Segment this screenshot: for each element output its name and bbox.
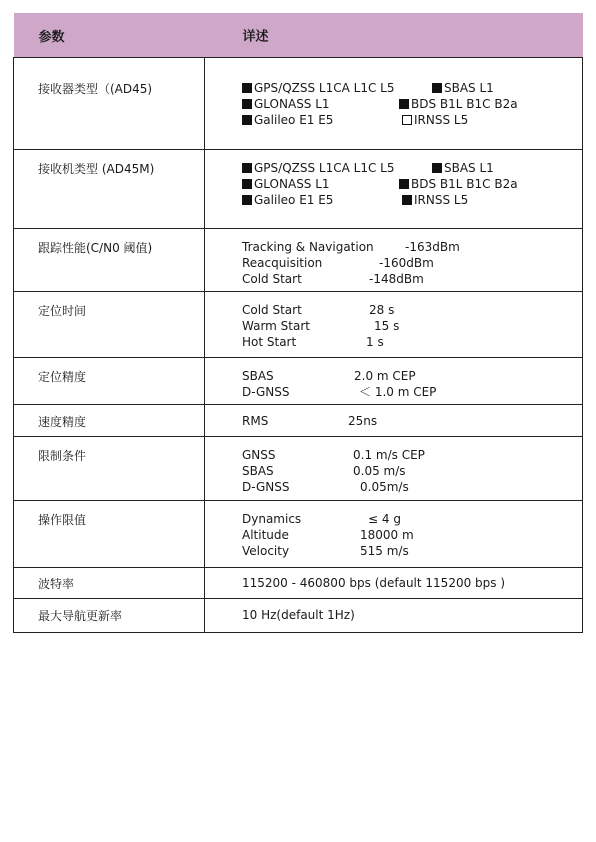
- table-header: [14, 13, 583, 58]
- checked-box-icon: [432, 163, 442, 173]
- param-name: Tracking & Navigation: [242, 240, 374, 254]
- param-value: 0.05 m/s: [353, 464, 406, 478]
- gnss-glonass: GLONASS L1: [254, 177, 330, 191]
- param-line: [242, 318, 582, 334]
- row-receiver-type: [14, 58, 583, 150]
- gnss-bds: BDS B1L B1C B2a: [411, 177, 518, 191]
- param-name: D-GNSS: [242, 480, 290, 494]
- label-velocity-accuracy: 速度精度: [14, 405, 205, 437]
- checked-box-icon: [402, 195, 412, 205]
- row-nav-rate: [14, 599, 583, 633]
- param-line: [242, 384, 582, 400]
- param-line: [242, 527, 582, 543]
- checked-box-icon: [242, 115, 252, 125]
- param-value: 25ns: [348, 414, 378, 428]
- param-name: SBAS: [242, 464, 274, 478]
- unchecked-box-icon: [402, 115, 412, 125]
- param-line: [242, 543, 582, 559]
- param-line: [242, 479, 582, 495]
- param-name: Altitude: [242, 528, 289, 542]
- checked-box-icon: [242, 195, 252, 205]
- param-name: Cold Start: [242, 303, 302, 317]
- label-baud-rate: 波特率: [14, 568, 205, 599]
- checked-box-icon: [399, 179, 409, 189]
- param-value: -148dBm: [369, 272, 424, 286]
- row-baud-rate: [14, 568, 583, 599]
- nav-rate-value: 10 Hz(default 1Hz): [242, 608, 355, 622]
- gnss-line: [242, 96, 582, 112]
- param-value: 1 s: [366, 335, 384, 349]
- row-accuracy: [14, 358, 583, 405]
- param-value: 0.05m/s: [360, 480, 409, 494]
- label-machine-type: 接收机类型 (AD45M): [14, 150, 205, 229]
- gnss-irnss: IRNSS L5: [414, 193, 469, 207]
- param-name: Hot Start: [242, 335, 297, 349]
- gnss-line: [242, 176, 582, 192]
- param-value: ≤ 4 g: [368, 512, 401, 526]
- param-line: [242, 413, 582, 429]
- gnss-sbas: SBAS L1: [444, 161, 494, 175]
- gnss-line: [242, 80, 582, 96]
- param-value: 28 s: [369, 303, 395, 317]
- param-value: -163dBm: [405, 240, 460, 254]
- param-line: [242, 463, 582, 479]
- param-line: [242, 271, 582, 287]
- checked-box-icon: [242, 99, 252, 109]
- param-name: GNSS: [242, 448, 276, 462]
- param-name: Dynamics: [242, 512, 302, 526]
- checked-box-icon: [432, 83, 442, 93]
- gnss-glonass: GLONASS L1: [254, 97, 330, 111]
- label-ttff: 定位时间: [14, 292, 205, 358]
- param-line: [242, 239, 582, 255]
- row-operation-limits: [14, 501, 583, 568]
- param-name: Velocity: [242, 544, 290, 558]
- param-name: Warm Start: [242, 319, 310, 333]
- gnss-galileo: Galileo E1 E5: [254, 113, 334, 127]
- param-line: [242, 255, 582, 271]
- param-value: 18000 m: [360, 528, 414, 542]
- checked-box-icon: [242, 83, 252, 93]
- label-receiver-type: 接收器类型（(AD45): [14, 58, 205, 150]
- checked-box-icon: [399, 99, 409, 109]
- param-line: [242, 302, 582, 318]
- label-accuracy: 定位精度: [14, 358, 205, 405]
- param-name: RMS: [242, 414, 269, 428]
- label-tracking: 跟踪性能(C/N0 阈值): [14, 229, 205, 292]
- row-ttff: [14, 292, 583, 358]
- baud-rate-value: 115200 - 460800 bps (default 115200 bps ): [242, 576, 506, 590]
- param-line: [242, 511, 582, 527]
- param-line: [242, 447, 582, 463]
- param-value: -160dBm: [379, 256, 434, 270]
- gnss-line: [242, 192, 582, 208]
- param-value: ＜ 1.0 m CEP: [359, 385, 437, 399]
- header-detail: 详述: [242, 29, 269, 45]
- param-line: [242, 368, 582, 384]
- header-param: 参数: [38, 29, 65, 45]
- gnss-gps: GPS/QZSS L1CA L1C L5: [254, 161, 395, 175]
- label-limits: 限制条件: [14, 437, 205, 501]
- row-velocity-accuracy: [14, 405, 583, 437]
- gnss-irnss: IRNSS L5: [414, 113, 469, 127]
- param-line: [242, 334, 582, 350]
- gnss-gps: GPS/QZSS L1CA L1C L5: [254, 81, 395, 95]
- param-value: 2.0 m CEP: [354, 369, 416, 383]
- param-name: Cold Start: [242, 272, 302, 286]
- param-value: 515 m/s: [360, 544, 409, 558]
- label-operation-limits: 操作限值: [14, 501, 205, 568]
- gnss-bds: BDS B1L B1C B2a: [411, 97, 518, 111]
- gnss-sbas: SBAS L1: [444, 81, 494, 95]
- spec-table: [13, 13, 583, 633]
- param-name: D-GNSS: [242, 385, 290, 399]
- gnss-line: [242, 160, 582, 176]
- param-name: SBAS: [242, 369, 274, 383]
- checked-box-icon: [242, 163, 252, 173]
- checked-box-icon: [242, 179, 252, 189]
- param-value: 15 s: [374, 319, 400, 333]
- row-machine-type: [14, 150, 583, 229]
- row-limits: [14, 437, 583, 501]
- gnss-galileo: Galileo E1 E5: [254, 193, 334, 207]
- label-nav-rate: 最大导航更新率: [14, 599, 205, 633]
- gnss-line: [242, 112, 582, 128]
- param-value: 0.1 m/s CEP: [353, 448, 425, 462]
- row-tracking: [14, 229, 583, 292]
- param-name: Reacquisition: [242, 256, 323, 270]
